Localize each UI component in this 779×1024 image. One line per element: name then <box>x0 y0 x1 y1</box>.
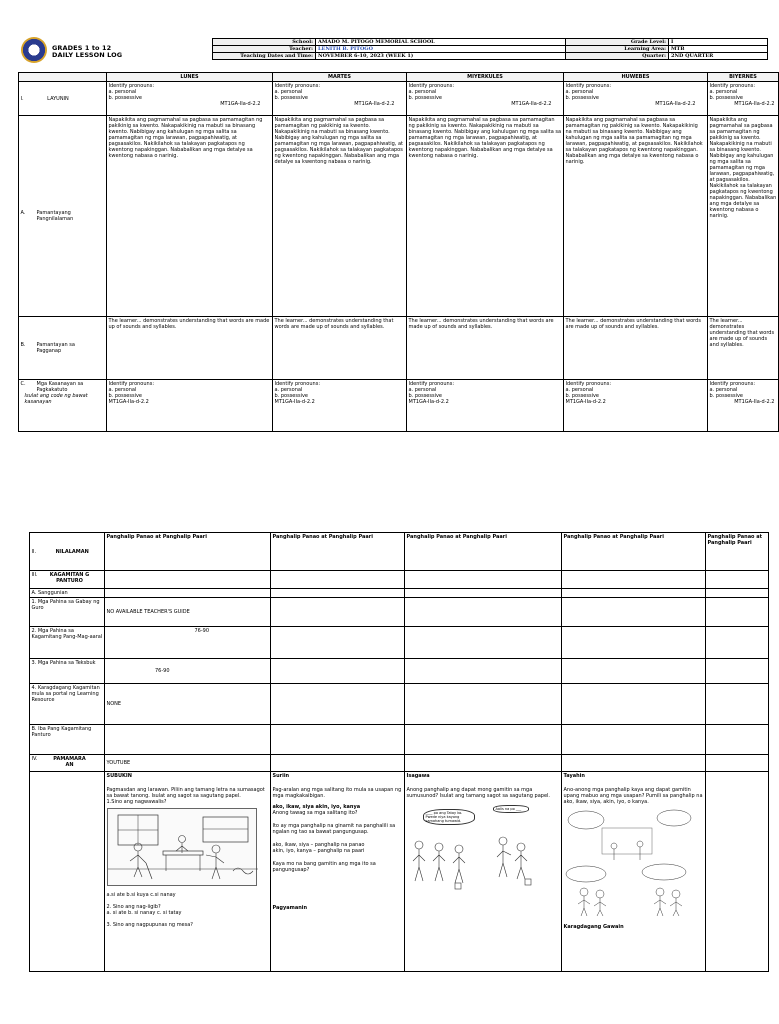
kas-num: C. <box>20 380 26 387</box>
empty-cell <box>271 627 405 659</box>
kas-line: b. possessive <box>408 392 443 399</box>
pam-miyerkules: Napakikita ang pagmamahal sa pagbasa sa pamamagitan ng pakikinig sa kwento. Nakapakikinig na mabuti sa binasang kwento. Nabibigay ang kahulugan ng mga salita sa pamamagitan ng mga larawan, pagpapahiwatig, at pagsasakilos. Nakikilahok sa talakayan pagkatapos ng kwentong napakinggan. Nababalikan ang mga detalye sa kwentong nabasa o narinig. <box>407 116 564 317</box>
kas-line: Identify pronouns: <box>108 380 154 387</box>
nil-label: NILALAMAN <box>55 548 89 555</box>
layunin-line: a. personal <box>408 88 437 95</box>
teksbuk-row <box>30 659 769 684</box>
area-value: MTB <box>669 46 768 53</box>
empty-cell <box>405 589 562 598</box>
empty-cell <box>271 725 405 755</box>
kas-huwebes <box>564 380 708 432</box>
grade-label: Grade Level: <box>566 39 669 46</box>
kmag-lunes: 76-90 <box>105 627 271 659</box>
layunin-line: b. possessive <box>565 94 600 101</box>
layunin-row <box>19 82 779 116</box>
empty-cell <box>405 627 562 659</box>
dll-header <box>18 38 768 64</box>
teacher-label: Teacher: <box>213 46 316 53</box>
day-huwebes: HUWEBES <box>564 73 708 82</box>
gabay-lunes: NO AVAILABLE TEACHER'S GUIDE <box>105 598 271 627</box>
isagawa-title: Isagawa <box>406 772 430 779</box>
kas-line: MT1GA-IIa-d-2.2 <box>108 398 149 405</box>
activity-martes <box>271 772 405 972</box>
nil-huwebes: Panghalip Panao at Panghalip Paari <box>562 533 706 571</box>
teacher-value: LENITH B. PITOGO <box>316 46 566 53</box>
pamamaraan-label: PAMAMARA AN <box>53 755 86 768</box>
dialogue-drawing-icon <box>564 808 694 918</box>
empty-cell <box>271 755 405 772</box>
kas-line: Identify pronouns: <box>565 380 611 387</box>
pag-lunes: The learner... demonstrates understanding that words are made up of sounds and syllables. <box>107 317 273 380</box>
layunin-label: LAYUNIN <box>47 95 69 102</box>
layunin-line: a. personal <box>274 88 303 95</box>
kag-label: KAGAMITAN G PANTURO <box>49 571 90 584</box>
activity-biyernes <box>706 772 769 972</box>
suriin-title: Suriin <box>272 772 290 779</box>
layunin-line: Identify pronouns: <box>274 82 320 89</box>
kas-line: a. personal <box>108 386 137 393</box>
subukin-instructions: Pagmasdan ang larawan. Piliin ang tamang letra na sumasagot sa bawat tanong. Isulat ang sagot sa sagutang papel. <box>106 786 265 799</box>
activities-row <box>30 772 769 972</box>
nil-martes: Panghalip Panao at Panghalip Paari <box>271 533 405 571</box>
empty-cell <box>562 571 706 589</box>
tayahin-text: Ano-anong mga panghalip kaya ang dapat gamitin upang mabuo ang mga usapan? Pumili sa panghalip na ako, ikaw, siya, akin, iyo, o kanya. <box>563 786 703 805</box>
empty-cell <box>405 659 562 684</box>
kas-line: a. personal <box>565 386 594 393</box>
empty-cell <box>405 725 562 755</box>
suriin-text2: Ito ay mga panghalip na ginamit na panghalili sa ngalan ng tao sa bawat pangungusap. <box>272 822 396 835</box>
layunin-huwebes <box>564 82 708 116</box>
empty-cell <box>706 684 769 725</box>
layunin-line: a. personal <box>709 88 738 95</box>
gabay-label: 1. Mga Pahina sa Gabay ng Guro <box>30 598 105 627</box>
pamamaraan-num: IV. <box>31 755 38 762</box>
day-lunes: LUNES <box>107 73 273 82</box>
pag-label: Pamantayan sa Pagganap <box>36 342 75 354</box>
empty-cell <box>30 772 105 972</box>
nilalaman-row <box>30 533 769 571</box>
sang-label: A. Sanggunian <box>30 589 105 598</box>
layunin-line: a. personal <box>108 88 137 95</box>
deped-seal-icon <box>21 37 47 63</box>
layunin-ref: MT1GA-IIa-d-2.2 <box>220 100 261 107</box>
children-figures-icon <box>407 827 535 893</box>
pam-label-cell <box>19 116 107 317</box>
teks-lunes: 76-90 <box>105 659 271 684</box>
kas-line: MT1GA-IIa-d-2.2 <box>408 398 449 405</box>
pamamaraan-lunes: YOUTUBE <box>105 755 271 772</box>
layunin-num: I. <box>20 95 24 102</box>
empty-cell <box>562 598 706 627</box>
objectives-table <box>18 72 779 432</box>
kas-line: MT1GA-IIa-d-2.2 <box>734 398 775 405</box>
pag-biyernes: The learner... demonstrates understanding that words are made up of sounds and syllables. <box>708 317 779 380</box>
suriin-bullet-1: ako, ikaw, siya – panghalip na panao <box>272 841 365 848</box>
layunin-line: Identify pronouns: <box>408 82 454 89</box>
empty-cell <box>562 755 706 772</box>
kas-line: Identify pronouns: <box>408 380 454 387</box>
corner-cell <box>19 73 107 82</box>
speech-bubble-1: ____ po ang Tatay ko. Pwede niya kayong samahang tumawid. <box>423 809 475 825</box>
empty-cell <box>105 589 271 598</box>
iba-label: B. Iba Pang Kagamitang Panturo <box>30 725 105 755</box>
empty-cell <box>405 571 562 589</box>
kas-sub: Isulat ang code ng bawat kasanayan <box>24 392 88 405</box>
subukin-a2: a. si ate b. si nanay c. si tatay <box>106 909 182 916</box>
dates-label: Teaching Dates and Time: <box>213 53 316 60</box>
lr-lunes: NONE <box>105 684 271 725</box>
layunin-line: b. possessive <box>108 94 143 101</box>
pamantayang-pangnilalaman-row <box>19 116 779 317</box>
kas-line: b. possessive <box>274 392 309 399</box>
school-label: School: <box>213 39 316 46</box>
kas-label-cell <box>19 380 107 432</box>
nil-lunes: Panghalip Panao at Panghalip Paari <box>105 533 271 571</box>
subukin-q3: 3. Sino ang nagpupunas ng mesa? <box>106 921 193 928</box>
suriin-bullet-2: akin, iyo, kanya – panghalip na paari <box>272 847 365 854</box>
suriin-text: Pag-aralan ang mga salitang ito mula sa usapan ng mga magkakaibigan. <box>272 786 402 799</box>
subukin-title: SUBUKIN <box>106 772 132 779</box>
crossing-street-illustration <box>407 805 535 893</box>
kagamitang-mag-aaral-row <box>30 627 769 659</box>
quarter-value: 2ND QUARTER <box>669 53 768 60</box>
empty-cell <box>706 598 769 627</box>
nil-label-cell <box>30 533 105 571</box>
kas-line: b. possessive <box>565 392 600 399</box>
days-header-row <box>19 73 779 82</box>
activity-miyerkules <box>405 772 562 972</box>
layunin-line: b. possessive <box>709 94 744 101</box>
content-table <box>29 532 769 972</box>
layunin-martes <box>273 82 407 116</box>
empty-cell <box>105 725 271 755</box>
layunin-ref: MT1GA-IIa-d-2.2 <box>511 100 552 107</box>
empty-cell <box>271 598 405 627</box>
empty-cell <box>105 571 271 589</box>
pam-label: Pamantayang Pangnilalaman <box>36 210 74 222</box>
kmag-label: 2. Mga Pahina sa Kagamitang Pang-Mag-aaral <box>30 627 105 659</box>
empty-cell <box>706 627 769 659</box>
empty-cell <box>562 659 706 684</box>
school-value: AMADO M. PITOGO MEMORIAL SCHOOL <box>316 39 566 46</box>
kas-line: a. personal <box>709 386 738 393</box>
nil-num: II. <box>31 548 37 555</box>
title-line-1: GRADES 1 to 12 <box>52 44 112 52</box>
kasanayan-row <box>19 380 779 432</box>
header-info-table <box>212 38 768 60</box>
layunin-ref: MT1GA-IIa-d-2.2 <box>655 100 696 107</box>
day-miyerkules: MIYERKULES <box>407 73 564 82</box>
activity-huwebes <box>562 772 706 972</box>
quarter-label: Quarter: <box>566 53 669 60</box>
pag-miyerkules: The learner... demonstrates understanding that words are made up of sounds and syllables. <box>407 317 564 380</box>
pam-num: A. <box>20 210 26 216</box>
layunin-line: a. personal <box>565 88 594 95</box>
chores-drawing-icon <box>108 809 258 887</box>
empty-cell <box>562 627 706 659</box>
kas-line: Identify pronouns: <box>274 380 320 387</box>
layunin-line: b. possessive <box>408 94 443 101</box>
kas-line: a. personal <box>274 386 303 393</box>
empty-cell <box>562 725 706 755</box>
speech-bubble-2: Aalis na po ___ <box>493 805 529 813</box>
kas-biyernes <box>708 380 779 432</box>
layunin-ref: MT1GA-IIa-d-2.2 <box>354 100 395 107</box>
empty-cell <box>271 571 405 589</box>
layunin-line: Identify pronouns: <box>709 82 755 89</box>
layunin-line: b. possessive <box>274 94 309 101</box>
day-martes: MARTES <box>273 73 407 82</box>
layunin-label-cell <box>19 82 107 116</box>
empty-cell <box>706 755 769 772</box>
kag-num: III. <box>31 571 38 578</box>
layunin-miyerkules <box>407 82 564 116</box>
kagamitan-row <box>30 571 769 589</box>
pamantayan-sa-pagganap-row <box>19 317 779 380</box>
pamamaraan-row <box>30 755 769 772</box>
pam-lunes: Napakikita ang pagmamahal sa pagbasa sa pamamagitan ng pakikinig sa kwento. Nakapakikinig na mabuti sa binasang kwento. Nabibigay ang kahulugan ng mga salita sa pamamagitan ng mga larawan, pagpapahiwatig, at pagsasakilos. Nakikilahok sa talakayan pagkatapos ng kwentong napakinggan. Nababalikan ang mga detalye sa kwentong nabasa o narinig. <box>107 116 273 317</box>
pamamaraan-label-cell <box>30 755 105 772</box>
empty-cell <box>405 684 562 725</box>
form-title <box>52 45 122 59</box>
tayahin-title: Tayahin <box>563 772 585 779</box>
dialogue-illustration <box>564 808 694 918</box>
empty-cell <box>706 589 769 598</box>
kas-line: Identify pronouns: <box>709 380 755 387</box>
kas-miyerkules <box>407 380 564 432</box>
subukin-q2: 2. Sino ang nag-iigib? <box>106 903 161 910</box>
kas-martes <box>273 380 407 432</box>
subukin-a1: a.si ate b.si kuya c.si nanay <box>106 891 176 898</box>
pam-huwebes: Napakikita ang pagmamahal sa pagbasa sa pamamagitan ng pakikinig sa kwento. Nakapakikinig na mabuti sa binasang kwento. Nabibigay ang kahulugan ng mga salita sa pamamagitan ng mga larawan, pagpapahiwatig, at pagsasakilos. Nakikilahok sa talakayan pagkatapos ng kwentong napakinggan. Nababalikan ang mga detalye sa kwentong nabasa o narinig. <box>564 116 708 317</box>
empty-cell <box>706 571 769 589</box>
lr-label: 4. Karagdagang Kagamitan mula sa portal ng Learning Resource <box>30 684 105 725</box>
kas-line: b. possessive <box>108 392 143 399</box>
nil-biyernes: Panghalip Panao at Panghalip Paari <box>706 533 769 571</box>
iba-pang-kagamitan-row <box>30 725 769 755</box>
day-biyernes: BIYERNES <box>708 73 779 82</box>
kas-line: MT1GA-IIa-d-2.2 <box>274 398 315 405</box>
kas-lunes <box>107 380 273 432</box>
subukin-q1: 1.Sino ang nagwawalis? <box>106 798 167 805</box>
suriin-question: Anong tawag sa mga salitang ito? <box>272 809 358 816</box>
pag-huwebes: The learner... demonstrates understanding that words are made up of sounds and syllables. <box>564 317 708 380</box>
kas-label: Mga Kasanayan sa Pagkakatuto <box>36 380 84 393</box>
pag-label-cell <box>19 317 107 380</box>
title-line-2: DAILY LESSON LOG <box>52 51 123 59</box>
grade-value: I <box>669 39 768 46</box>
empty-cell <box>271 684 405 725</box>
activity-lunes <box>105 772 271 972</box>
suriin-question-2: Kaya mo na bang gamitin ang mga ito sa pangungusap? <box>272 860 376 873</box>
pag-num: B. <box>20 342 26 348</box>
empty-cell <box>706 659 769 684</box>
dates-value: NOVEMBER 6-10, 2023 (WEEK 1) <box>316 53 566 60</box>
layunin-lunes <box>107 82 273 116</box>
layunin-line: Identify pronouns: <box>108 82 154 89</box>
pam-martes: Napakikita ang pagmamahal sa pagbasa sa pamamagitan ng pakikinig sa kwento. Nakapakikinig na mabuti sa binasang kwento. Nabibigay ang kahulugan ng mga salita sa pamamagitan ng mga larawan, pagpapahiwatig, at pagsasakilos. Nakikilahok sa talakayan pagkatapos ng kwentong napakinggan. Nababalikan ang mga detalye sa kwentong nabasa o narinig. <box>273 116 407 317</box>
empty-cell <box>271 659 405 684</box>
kas-line: MT1GA-IIa-d-2.2 <box>565 398 606 405</box>
empty-cell <box>706 725 769 755</box>
layunin-biyernes <box>708 82 779 116</box>
area-label: Learning Area: <box>566 46 669 53</box>
pag-martes: The learner... demonstrates understanding that words are made up of sounds and syllables. <box>273 317 407 380</box>
empty-cell <box>562 589 706 598</box>
gabay-row <box>30 598 769 627</box>
sanggunian-row <box>30 589 769 598</box>
empty-cell <box>562 684 706 725</box>
kag-label-cell <box>30 571 105 589</box>
suriin-words: ako, ikaw, siya akin, iyo, kanya <box>272 803 361 810</box>
nil-miyerkules: Panghalip Panao at Panghalip Paari <box>405 533 562 571</box>
teks-label: 3. Mga Pahina sa Teksbuk <box>30 659 105 684</box>
pagyamanin-label: Pagyamanin <box>272 904 308 911</box>
karagdagang-gawain-label: Karagdagang Gawain <box>563 923 624 930</box>
layunin-line: Identify pronouns: <box>565 82 611 89</box>
kas-line: b. possessive <box>709 392 744 399</box>
layunin-ref: MT1GA-IIa-d-2.2 <box>734 100 775 107</box>
empty-cell <box>405 755 562 772</box>
kas-line: a. personal <box>408 386 437 393</box>
learning-resource-row <box>30 684 769 725</box>
pam-biyernes: Napakikita ang pagmamahal sa pagbasa sa pamamagitan ng pakikinig sa kwento. Nakapakikinig na mabuti sa binasang kwento. Nabibigay ang kahulugan ng mga salita sa pamamagitan ng mga larawan, pagpapahiwatig, at pagsasakilos. Nakikilahok sa talakayan pagkatapos ng kwentong napakinggan. Nababalikan ang mga detalye sa kwentong nabasa o narinig. <box>708 116 779 317</box>
empty-cell <box>271 589 405 598</box>
household-chores-illustration <box>107 808 257 886</box>
empty-cell <box>405 598 562 627</box>
isagawa-text: Anong panghalip ang dapat mong gamitin sa mga sumusunod? Isulat ang tamang sagot sa sagutang papel. <box>406 786 551 799</box>
